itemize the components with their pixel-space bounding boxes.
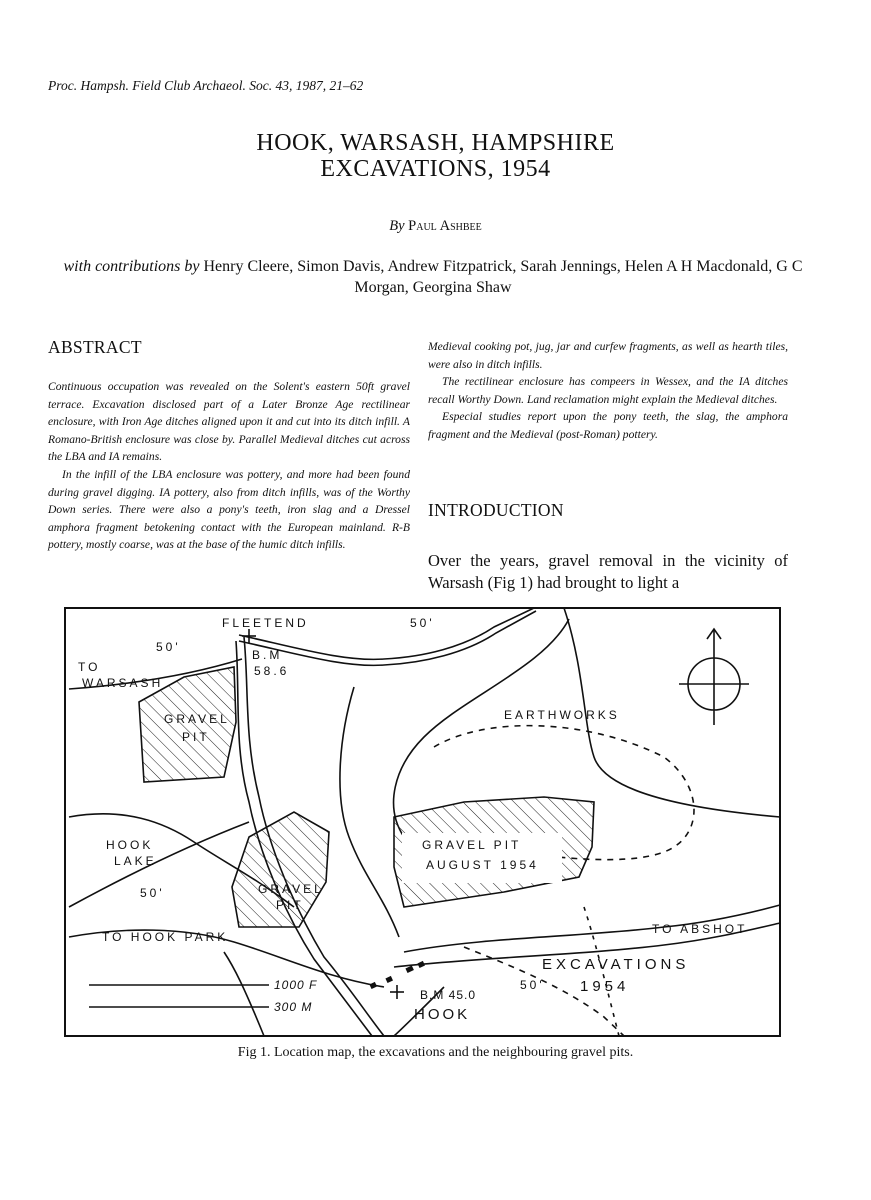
label-to-warsash-1: TO <box>78 660 101 674</box>
byline <box>0 218 871 235</box>
label-gravel-south: GRAVEL <box>258 882 324 896</box>
label-pit-south: PIT <box>276 898 304 912</box>
figure-caption: Fig 1. Location map, the excavations and the neighbouring gravel pits. <box>237 1045 634 1060</box>
label-hook: HOOK <box>414 1006 471 1023</box>
contributors-lead: with contributions by <box>63 258 200 275</box>
label-fleetend: FLEETEND <box>222 616 309 630</box>
label-gravel-pit-august: GRAVEL PIT <box>422 838 522 852</box>
label-august-1954: AUGUST 1954 <box>426 858 539 872</box>
label-contour-top-left: 50' <box>156 640 181 654</box>
label-scale-feet: 1000 F <box>274 978 318 992</box>
label-excavations-year: 1954 <box>580 978 630 995</box>
abstract-paragraph-5: Especial studies report upon the pony teeth, the slag, the amphora fragment and the Medieval (post-Roman) pottery. <box>428 410 788 441</box>
label-gravel-north: GRAVEL <box>164 712 230 726</box>
abstract-paragraph-1: Continuous occupation was revealed on the Solent's eastern 50ft gravel terrace. Excavation disclosed part of a Later Bronze Age rectilinear enclosure, with Iron Age ditches aligned upon it and cut into its ditch infill. A Romano-British enclosure was close by. Parallel Medieval ditches cut across the LBA and IA remains. <box>48 380 410 464</box>
label-scale-metres: 300 M <box>274 1000 313 1014</box>
contributors-list: Henry Cleere, Simon Davis, Andrew Fitzpatrick, Sarah Jennings, Helen A H Macdonald, G C Morgan, Georgina Shaw <box>203 258 803 296</box>
label-hook-lake-2: LAKE <box>114 854 157 868</box>
label-bm-bottom: B.M 45.0 <box>420 988 477 1002</box>
label-contour-bottom: 50' <box>520 978 545 992</box>
contributors <box>48 256 818 298</box>
abstract-left-column <box>48 378 410 554</box>
label-pit-north: PIT <box>182 730 210 744</box>
label-excavations: EXCAVATIONS <box>542 956 690 973</box>
location-map <box>64 607 781 1037</box>
abstract-right-column <box>428 338 788 444</box>
label-contour-top-right: 50' <box>410 616 435 630</box>
article-title-line1: HOOK, WARSASH, HAMPSHIRE <box>256 130 615 156</box>
label-hook-lake-1: HOOK <box>106 838 154 852</box>
label-to-abshot: TO ABSHOT <box>652 922 748 936</box>
label-earthworks: EARTHWORKS <box>504 708 620 722</box>
journal-citation: Proc. Hampsh. Field Club Archaeol. Soc. 43, 1987, 21–62 <box>48 78 364 93</box>
label-bm-top-2: 58.6 <box>254 664 290 678</box>
label-contour-left: 50' <box>140 886 165 900</box>
abstract-paragraph-4: The rectilinear enclosure has compeers in Wessex, and the IA ditches recall Worthy Down. Land reclamation might explain the Medieval ditches. <box>428 375 788 406</box>
label-to-hook-park: TO HOOK PARK <box>102 930 229 944</box>
author-name: Paul Ashbee <box>408 218 482 234</box>
introduction-text: Over the years, gravel removal in the vicinity of Warsash (Fig 1) had brought to light a <box>428 551 788 592</box>
stream <box>340 687 399 937</box>
article-title-line2: EXCAVATIONS, 1954 <box>320 156 551 182</box>
label-to-warsash-2: WARSASH <box>82 676 164 690</box>
north-compass-icon <box>679 629 749 725</box>
introduction-heading: INTRODUCTION <box>428 500 564 520</box>
label-bm-top-1: B.M <box>252 648 283 662</box>
abstract-heading: ABSTRACT <box>48 337 142 357</box>
byline-by: By <box>389 218 405 234</box>
benchmark-icon <box>242 629 404 999</box>
abstract-paragraph-3: Medieval cooking pot, jug, jar and curfew fragments, as well as hearth tiles, were also in ditch infills. <box>428 340 788 371</box>
abstract-paragraph-2: In the infill of the LBA enclosure was pottery, and more had been found during gravel digging. IA pottery, also from ditch infills, was of the Worthy Down series. There were also a pony's teeth, iron slag and a Dressel amphora fragment betokening contact with the European mainland. R-B pottery, mostly coarse, was at the base of the humic ditch infills. <box>48 467 410 552</box>
